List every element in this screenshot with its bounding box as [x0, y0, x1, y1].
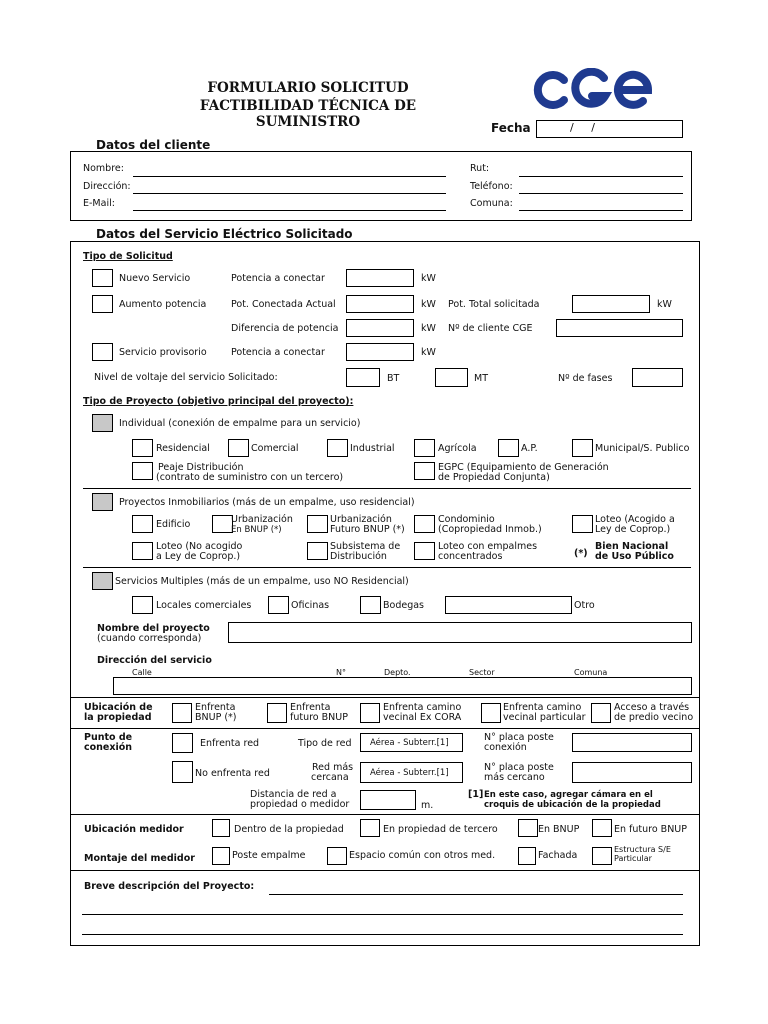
- fases-label: Nº de fases: [558, 373, 613, 384]
- medidor-futuro-checkbox[interactable]: [592, 819, 612, 837]
- pot-actual-label: Pot. Conectada Actual: [231, 299, 336, 310]
- divider: [83, 567, 691, 568]
- loteo-acogido-checkbox[interactable]: [572, 515, 593, 533]
- rut-label: Rut:: [470, 163, 490, 174]
- loteo-no-acogido-checkbox[interactable]: [132, 542, 153, 560]
- medidor-bnup-label: En BNUP: [538, 824, 580, 835]
- aumento-potencia-label: Aumento potencia: [119, 299, 207, 310]
- placa-conexion-label-line2: conexión: [484, 742, 527, 753]
- propiedad-tercero-label: En propiedad de tercero: [383, 824, 498, 835]
- multiples-checkbox[interactable]: [92, 572, 113, 590]
- loteo-empalmes-label-line2: concentrados: [438, 551, 503, 562]
- urb-futuro-label-line1: Urbanización: [330, 514, 392, 525]
- subsistema-label-line1: Subsistema de: [330, 541, 401, 552]
- nota-line2: croquis de ubicación de la propiedad: [484, 800, 661, 810]
- ubic-bnup-label-line1: Enfrenta: [195, 702, 236, 713]
- potencia-conectar-input[interactable]: [346, 269, 414, 287]
- peaje-checkbox[interactable]: [132, 462, 153, 480]
- direccion-field[interactable]: [133, 193, 446, 194]
- egpc-checkbox[interactable]: [414, 462, 435, 480]
- medidor-bnup-checkbox[interactable]: [518, 819, 538, 837]
- breve-line-3[interactable]: [82, 934, 683, 935]
- potencia-conectar-label: Potencia a conectar: [231, 273, 325, 284]
- punto-conexion-label-line1: Punto de: [84, 732, 133, 743]
- ubic-particular-label-line1: Enfrenta camino: [503, 702, 582, 713]
- ap-label: A.P.: [521, 443, 538, 454]
- no-enfrenta-red-checkbox[interactable]: [172, 761, 193, 783]
- loteo-no-acogido-label-line2: a Ley de Coprop.): [156, 551, 241, 562]
- ubic-vecino-checkbox[interactable]: [591, 703, 611, 723]
- agricola-checkbox[interactable]: [414, 439, 435, 457]
- individual-label: Individual (conexión de empalme para un servicio): [119, 418, 361, 429]
- oficinas-checkbox[interactable]: [268, 596, 289, 614]
- loteo-acogido-label-line1: Loteo (Acogido a: [595, 514, 675, 525]
- fecha-label: Fecha: [491, 121, 531, 135]
- tipo-red-label: Tipo de red: [298, 738, 352, 749]
- nuevo-servicio-checkbox[interactable]: [92, 269, 113, 287]
- placa-conexion-input[interactable]: [572, 733, 692, 752]
- provisorio-potencia-input[interactable]: [346, 343, 414, 361]
- kw-unit: kW: [421, 323, 436, 334]
- condominio-label-line2: (Copropiedad Inmob.): [438, 524, 542, 535]
- edificio-label: Edificio: [156, 519, 191, 530]
- direccion-servicio-input[interactable]: [113, 677, 692, 695]
- tipo-proyecto-heading: Tipo de Proyecto (objetivo principal del proyecto):: [83, 396, 354, 407]
- diferencia-input[interactable]: [346, 319, 414, 337]
- nuevo-servicio-label: Nuevo Servicio: [119, 273, 191, 284]
- comercial-label: Comercial: [251, 443, 299, 454]
- tipo-solicitud-heading: Tipo de Solicitud: [83, 251, 173, 262]
- poste-empalme-label: Poste empalme: [232, 850, 306, 861]
- egpc-label-line1: EGPC (Equipamiento de Generación: [438, 462, 609, 473]
- distancia-label-line1: Distancia de red a: [250, 789, 337, 800]
- subsistema-checkbox[interactable]: [307, 542, 328, 560]
- condominio-label-line1: Condominio: [438, 514, 495, 525]
- divider: [83, 488, 691, 489]
- asterisk-note: (*): [574, 548, 588, 559]
- ubic-cora-label-line1: Enfrenta camino: [383, 702, 462, 713]
- direccion-label: Dirección:: [83, 181, 131, 192]
- fases-input[interactable]: [632, 368, 683, 387]
- loteo-no-acogido-label-line1: Loteo (No acogido: [156, 541, 243, 552]
- industrial-checkbox[interactable]: [327, 439, 348, 457]
- red-cercana-label-line2: cercana: [311, 772, 349, 783]
- ubic-bnup-label-line2: BNUP (*): [195, 712, 237, 723]
- locales-checkbox[interactable]: [132, 596, 153, 614]
- fecha-input[interactable]: [536, 120, 683, 138]
- mt-checkbox[interactable]: [435, 368, 468, 387]
- urb-futuro-label-line2: Futuro BNUP (*): [330, 524, 405, 535]
- divider: [70, 814, 699, 815]
- nota-ref: [1]: [468, 789, 484, 800]
- ubic-futuro-checkbox[interactable]: [267, 703, 287, 723]
- dentro-propiedad-checkbox[interactable]: [212, 819, 230, 837]
- diferencia-label: Diferencia de potencia: [231, 323, 339, 334]
- telefono-field[interactable]: [519, 193, 683, 194]
- peaje-label-line2: (contrato de suministro con un tercero): [156, 472, 344, 483]
- ubic-cora-checkbox[interactable]: [360, 703, 380, 723]
- no-enfrenta-red-label: No enfrenta red: [195, 768, 270, 779]
- n-cliente-label: Nº de cliente CGE: [448, 323, 533, 334]
- ubicacion-medidor-label: Ubicación medidor: [84, 824, 184, 835]
- residencial-label: Residencial: [156, 443, 210, 454]
- loteo-acogido-label-line2: Ley de Coprop.): [595, 524, 671, 535]
- montaje-medidor-label: Montaje del medidor: [84, 853, 195, 864]
- sector-label: Sector: [469, 668, 495, 677]
- depto-label: Depto.: [384, 668, 411, 677]
- direccion-servicio-label: Dirección del servicio: [97, 655, 212, 666]
- email-field[interactable]: [133, 210, 446, 211]
- subsistema-label-line2: Distribución: [330, 551, 387, 562]
- bt-checkbox[interactable]: [346, 368, 380, 387]
- enfrenta-red-checkbox[interactable]: [172, 733, 193, 753]
- espacio-comun-checkbox[interactable]: [327, 847, 347, 865]
- multiples-label: Servicios Multiples (más de un empalme, uso NO Residencial): [115, 576, 409, 587]
- placa-cercano-label-line1: N° placa poste: [484, 762, 554, 773]
- ubic-futuro-label-line1: Enfrenta: [290, 702, 331, 713]
- condominio-checkbox[interactable]: [414, 515, 435, 533]
- urb-bnup-label-line2: En BNUP (*): [231, 525, 282, 535]
- aumento-potencia-checkbox[interactable]: [92, 295, 113, 313]
- ubic-particular-checkbox[interactable]: [481, 703, 501, 723]
- otro-label: Otro: [574, 600, 595, 611]
- comuna-field[interactable]: [519, 210, 683, 211]
- mt-label: MT: [474, 373, 488, 384]
- kw-unit: kW: [421, 273, 436, 284]
- nombre-field[interactable]: [133, 176, 446, 177]
- breve-line-1[interactable]: [269, 894, 683, 895]
- espacio-comun-label: Espacio común con otros med.: [349, 850, 496, 861]
- comuna-label: Comuna:: [470, 198, 513, 209]
- placa-conexion-label-line1: N° placa poste: [484, 732, 554, 743]
- nombre-proyecto-label-line1: Nombre del proyecto: [97, 623, 210, 634]
- ubic-bnup-checkbox[interactable]: [172, 703, 192, 723]
- oficinas-label: Oficinas: [291, 600, 330, 611]
- industrial-label: Industrial: [350, 443, 395, 454]
- divider: [70, 728, 699, 729]
- red-cercana-options: Aérea - Subterr.[1]: [370, 768, 449, 778]
- provisorio-label: Servicio provisorio: [119, 347, 207, 358]
- ubic-vecino-label-line2: de predio vecino: [614, 712, 694, 723]
- otro-input[interactable]: [445, 596, 572, 614]
- urb-futuro-checkbox[interactable]: [307, 515, 328, 533]
- estructura-label-line1: Estructura S/E: [614, 845, 671, 854]
- nota-line1: En este caso, agregar cámara en el: [484, 790, 653, 800]
- n-cliente-input[interactable]: [556, 319, 683, 337]
- inmobiliarios-label: Proyectos Inmobiliarios (más de un empalme, uso residencial): [119, 497, 415, 508]
- red-cercana-label-line1: Red más: [312, 762, 354, 773]
- egpc-label-line2: de Propiedad Conjunta): [438, 472, 550, 483]
- municipal-checkbox[interactable]: [572, 439, 593, 457]
- ap-checkbox[interactable]: [498, 439, 519, 457]
- cliente-section-title: Datos del cliente: [96, 138, 211, 152]
- comercial-checkbox[interactable]: [228, 439, 249, 457]
- locales-label: Locales comerciales: [156, 600, 252, 611]
- nombre-proyecto-input[interactable]: [228, 622, 692, 643]
- tipo-red-options: Aérea - Subterr.[1]: [370, 738, 449, 748]
- peaje-label-line1: Peaje Distribución: [158, 462, 244, 473]
- divider: [70, 697, 699, 698]
- voltaje-label: Nivel de voltaje del servicio Solicitado:: [94, 372, 278, 383]
- bt-label: BT: [387, 373, 400, 384]
- ubic-particular-label-line2: vecinal particular: [503, 712, 586, 723]
- bien-nacional-line1: Bien Nacional: [595, 541, 669, 552]
- form-title-line1: FORMULARIO SOLICITUD: [207, 80, 409, 96]
- calle-label: Calle: [132, 668, 152, 677]
- ubic-cora-label-line2: vecinal Ex CORA: [383, 712, 462, 723]
- potencia-conectar-label: Potencia a conectar: [231, 347, 325, 358]
- kw-unit: kW: [421, 299, 436, 310]
- poste-empalme-checkbox[interactable]: [212, 847, 230, 865]
- individual-checkbox[interactable]: [92, 414, 113, 432]
- bodegas-label: Bodegas: [383, 600, 425, 611]
- propiedad-tercero-checkbox[interactable]: [360, 819, 380, 837]
- distancia-input[interactable]: [360, 790, 416, 810]
- fecha-slashes: / /: [570, 121, 595, 134]
- distancia-label-line2: propiedad o medidor: [250, 799, 350, 810]
- ubicacion-label-line2: la propiedad: [84, 712, 152, 723]
- punto-conexion-label-line2: conexión: [84, 742, 133, 753]
- estructura-checkbox[interactable]: [592, 847, 612, 865]
- bien-nacional-line2: de Uso Público: [595, 551, 674, 562]
- kw-unit: kW: [421, 347, 436, 358]
- fachada-label: Fachada: [538, 850, 578, 861]
- pot-total-input[interactable]: [572, 295, 650, 313]
- residencial-checkbox[interactable]: [132, 439, 153, 457]
- dentro-propiedad-label: Dentro de la propiedad: [234, 824, 344, 835]
- pot-total-label: Pot. Total solicitada: [448, 299, 540, 310]
- placa-cercano-input[interactable]: [572, 762, 692, 783]
- edificio-checkbox[interactable]: [132, 515, 153, 533]
- telefono-label: Teléfono:: [470, 181, 513, 192]
- placa-cercano-label-line2: más cercano: [484, 772, 545, 783]
- email-label: E-Mail:: [83, 198, 115, 209]
- urb-bnup-checkbox[interactable]: [212, 515, 233, 533]
- metros-unit: m.: [421, 800, 434, 811]
- fachada-checkbox[interactable]: [518, 847, 536, 865]
- loteo-empalmes-checkbox[interactable]: [414, 542, 435, 560]
- servicio-section-title: Datos del Servicio Eléctrico Solicitado: [96, 227, 353, 241]
- ubic-futuro-label-line2: futuro BNUP: [290, 712, 348, 723]
- provisorio-checkbox[interactable]: [92, 343, 113, 361]
- breve-descripcion-label: Breve descripción del Proyecto:: [84, 881, 255, 892]
- agricola-label: Agrícola: [438, 443, 477, 454]
- pot-actual-input[interactable]: [346, 295, 414, 313]
- estructura-label-line2: Particular: [614, 854, 652, 863]
- inmobiliarios-checkbox[interactable]: [92, 493, 113, 511]
- nombre-proyecto-label-line2: (cuando corresponda): [97, 633, 202, 644]
- numero-label: N°: [336, 668, 346, 677]
- comuna-servicio-label: Comuna: [574, 668, 608, 677]
- medidor-futuro-label: En futuro BNUP: [614, 824, 687, 835]
- loteo-empalmes-label-line1: Loteo con empalmes: [438, 541, 538, 552]
- bodegas-checkbox[interactable]: [360, 596, 381, 614]
- form-title-line2: FACTIBILIDAD TÉCNICA DE SUMINISTRO: [199, 98, 417, 130]
- cge-logo: [528, 68, 654, 112]
- ubic-vecino-label-line1: Acceso a través: [614, 702, 690, 713]
- breve-line-2[interactable]: [82, 914, 683, 915]
- nombre-label: Nombre:: [83, 163, 124, 174]
- enfrenta-red-label: Enfrenta red: [200, 738, 260, 749]
- urb-bnup-label-line1: Urbanización: [231, 514, 293, 525]
- municipal-label: Municipal/S. Publico: [595, 443, 690, 454]
- ubicacion-label-line1: Ubicación de: [84, 702, 153, 713]
- kw-unit: kW: [657, 299, 672, 310]
- rut-field[interactable]: [519, 176, 683, 177]
